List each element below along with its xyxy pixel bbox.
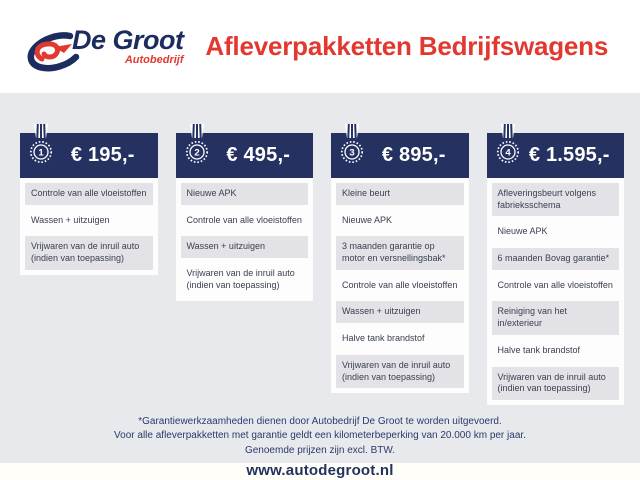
package-item: Nieuwe APK: [497, 226, 548, 237]
package-price: € 1.595,-: [528, 144, 610, 166]
package-item: Wassen + uitzuigen: [336, 301, 464, 323]
package-item-list: [20, 178, 158, 275]
svg-text:2: 2: [193, 147, 200, 159]
package-item: 3 maanden garantie op motor en versnellingsbak*: [336, 236, 464, 269]
disclaimer-line: Genoemde prijzen zijn excl. BTW.: [244, 444, 396, 456]
package-item: Vrijwaren van de inruil auto (indien van toepassing): [336, 355, 464, 388]
svg-text:1: 1: [38, 147, 44, 159]
package-item: Afleveringsbeurt volgens fabrieksschema: [492, 183, 620, 216]
package-card: [331, 133, 469, 393]
package-price-header: [487, 133, 625, 178]
package-item: Nieuwe APK: [181, 183, 309, 205]
package-item: Halve tank brandstof: [342, 333, 425, 344]
package-item: Controle van alle vloeistoffen: [25, 183, 153, 205]
package-item: Vrijwaren van de inruil auto (indien van toepassing): [492, 367, 620, 400]
package-item-list: [331, 178, 469, 393]
package-price: € 895,-: [381, 144, 446, 166]
logo-text: [72, 27, 184, 66]
package-item: Controle van alle vloeistoffen: [497, 279, 613, 290]
packages-section: [0, 93, 640, 480]
package-item: Halve tank brandstof: [497, 344, 581, 355]
medal-icon: [494, 124, 522, 168]
package-item-list: [176, 178, 314, 301]
medal-icon: [27, 124, 55, 168]
package-card: [487, 133, 625, 405]
package-item: Vrijwaren van de inruil auto (indien van toepassing): [186, 268, 295, 290]
de-groot-logo: [20, 19, 184, 75]
package-item: Controle van alle vloeistoffen: [186, 214, 302, 225]
disclaimer-text: [0, 415, 640, 459]
website-link[interactable]: www.autodegroot.nl: [246, 462, 394, 480]
package-item: Wassen + uitzuigen: [31, 214, 110, 225]
flyer-header: [0, 0, 640, 93]
package-item: Vrijwaren van de inruil auto (indien van toepassing): [25, 236, 153, 269]
package-price-header: [20, 133, 158, 178]
package-item: Reiniging van het in/exterieur: [492, 301, 620, 334]
package-card: [176, 133, 314, 301]
package-item-list: [487, 178, 625, 405]
page-title: Afleverpakketten Bedrijfswagens: [205, 31, 609, 61]
packages-row: [0, 93, 640, 405]
package-item: Wassen + uitzuigen: [181, 236, 309, 258]
svg-text:4: 4: [504, 147, 511, 159]
package-price: € 495,-: [226, 144, 291, 166]
disclaimer-line: Voor alle afleverpakketten met garantie geldt een kilometerbeperking van 20.000 km per jaar.: [114, 430, 526, 442]
medal-icon: [338, 124, 366, 168]
svg-text:3: 3: [349, 147, 355, 159]
logo-brand-text: De Groot: [72, 25, 184, 55]
package-price-header: [331, 133, 469, 178]
package-price: € 195,-: [70, 144, 135, 166]
package-price-header: [176, 133, 314, 178]
package-item: Controle van alle vloeistoffen: [342, 279, 458, 290]
package-item: Nieuwe APK: [342, 214, 393, 225]
disclaimer-line: *Garantiewerkzaamheden dienen door Autobedrijf De Groot te worden uitgevoerd.: [138, 415, 502, 427]
package-item: Kleine beurt: [336, 183, 464, 205]
package-card: [20, 133, 158, 275]
package-item: 6 maanden Bovag garantie*: [492, 248, 620, 270]
medal-icon: [183, 124, 211, 168]
logo-subtitle-text: Autobedrijf: [124, 54, 184, 66]
